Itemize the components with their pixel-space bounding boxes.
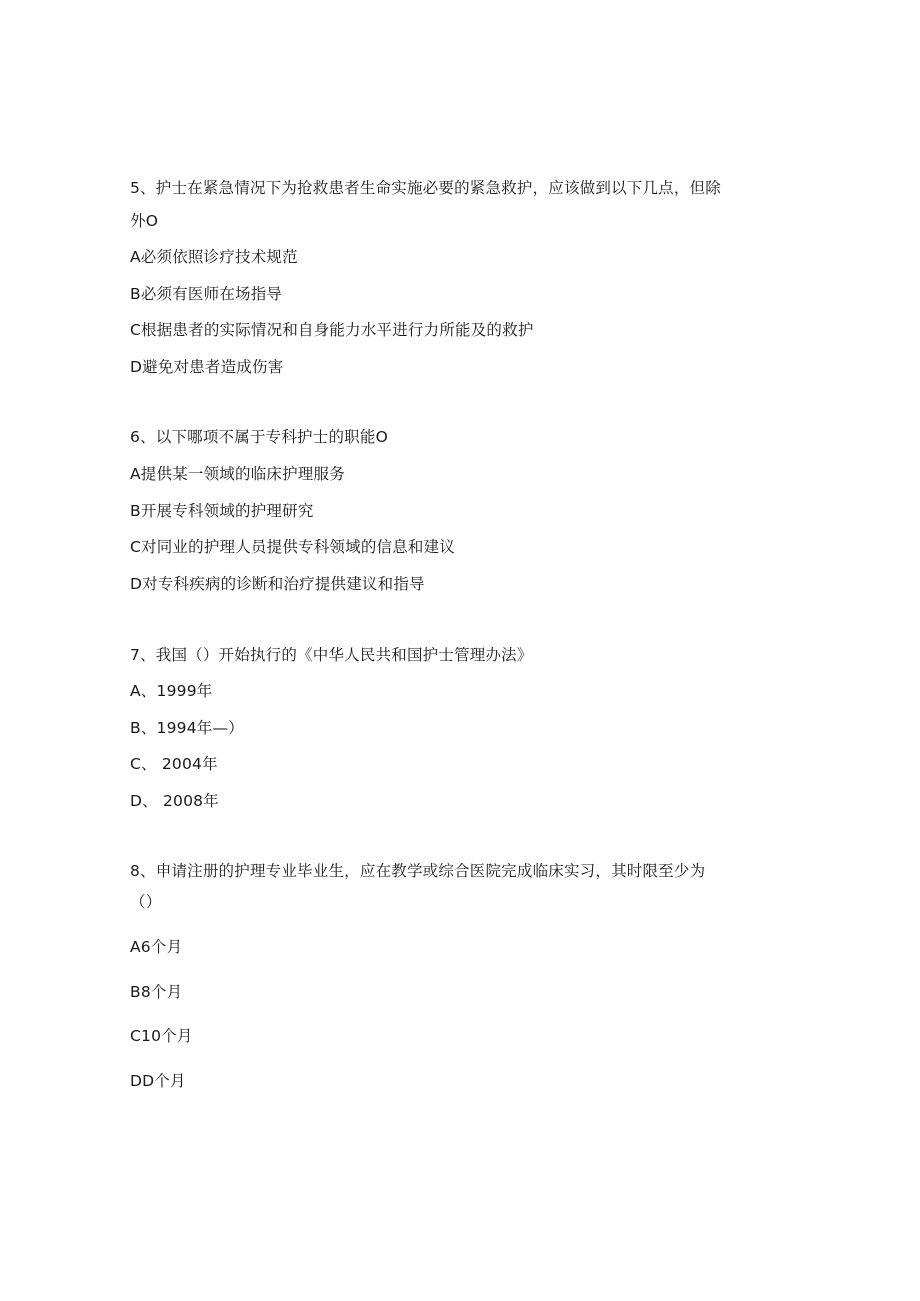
question-6-stem-line-1: 6、以下哪项不属于专科护士的职能O bbox=[130, 428, 388, 446]
question-7-option-b: B、1994年—） bbox=[130, 719, 244, 737]
question-6-option-c: C对同业的护理人员提供专科领域的信息和建议 bbox=[130, 538, 456, 556]
question-7-option-a: A、1999年 bbox=[130, 682, 213, 700]
question-5-option-b: B必须有医师在场指导 bbox=[130, 285, 283, 303]
question-8-stem-line-2: （） bbox=[130, 893, 162, 911]
question-7-stem-line-1: 7、我国（）开始执行的《中华人民共和国护士管理办法》 bbox=[130, 646, 533, 664]
question-5-stem-line-2: 外O bbox=[130, 212, 159, 230]
question-6-option-b: B开展专科领域的护理研究 bbox=[130, 502, 314, 520]
question-8-stem-line-1: 8、申请注册的护理专业毕业生，应在教学或综合医院完成临床实习，其时限至少为 bbox=[130, 862, 706, 880]
question-8-option-c: C10个月 bbox=[130, 1027, 193, 1045]
question-5-stem-line-1: 5、护士在紧急情况下为抢救患者生命实施必要的紧急救护，应该做到以下几点，但除 bbox=[130, 179, 721, 197]
question-8-option-d: DD个月 bbox=[130, 1072, 186, 1090]
question-7-option-d: D、 2008年 bbox=[130, 792, 219, 810]
question-5-option-d: D避免对患者造成伤害 bbox=[130, 358, 284, 376]
question-7-option-c: C、 2004年 bbox=[130, 755, 218, 773]
question-8-option-a: A6个月 bbox=[130, 938, 183, 956]
question-6-option-d: D对专科疾病的诊断和治疗提供建议和指导 bbox=[130, 575, 425, 593]
question-5-option-c: C根据患者的实际情况和自身能力水平进行力所能及的救护 bbox=[130, 321, 534, 339]
question-8-option-b: B8个月 bbox=[130, 983, 183, 1001]
question-5-option-a: A必须依照诊疗技术规范 bbox=[130, 248, 298, 266]
question-6-option-a: A提供某一领域的临床护理服务 bbox=[130, 465, 345, 483]
